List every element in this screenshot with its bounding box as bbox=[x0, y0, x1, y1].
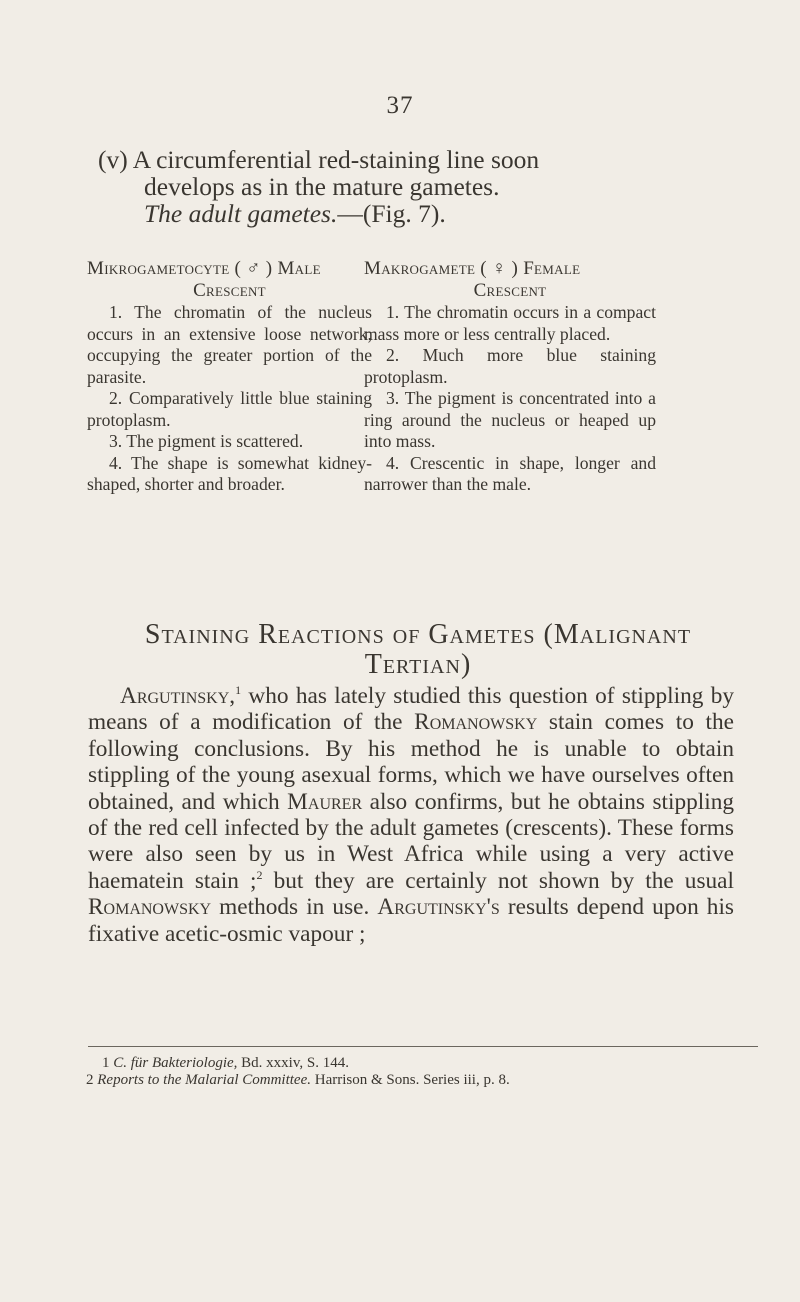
text-run: methods in use. bbox=[211, 894, 378, 921]
stain-name: Romanowsky bbox=[88, 894, 212, 921]
text-run: stain comes to the following conclusions. By his method he is unable to obtain stippling of the young asexual forms, which we have ourselves often obtained, and which bbox=[88, 709, 734, 815]
female-item-3: 3. The pigment is concentrated into a ring around the nucleus or heaped up into mass. bbox=[364, 388, 656, 451]
section-heading-line-1: Staining Reactions of Gametes (Malignant bbox=[144, 619, 692, 650]
footnote-divider bbox=[88, 1046, 758, 1047]
male-heading-line-2: Crescent bbox=[193, 280, 266, 301]
footnote-1-ref: Bd. xxxiv, S. 144. bbox=[237, 1055, 349, 1071]
footnote-2-ref: Harrison & Sons. Series iii, p. 8. bbox=[310, 1072, 510, 1088]
footnote-2-number: 2 bbox=[86, 1072, 94, 1088]
text-run: but they are certainly not shown by the usual bbox=[262, 867, 734, 894]
footnote-1 bbox=[80, 1055, 780, 1072]
female-heading-line-1: Makrogamete ( ♀ ) Female bbox=[364, 258, 581, 279]
text-run: also confirms, but he obtains stippling of the red cell infected by the adult gametes (crescents). These forms were also seen by us in West Africa while using a very active haematein stain ; bbox=[88, 788, 734, 894]
footnote-ref-1: 1 bbox=[235, 683, 242, 697]
footnote-1-journal: C. für Bakteriologie, bbox=[113, 1055, 238, 1071]
female-item-2: 2. Much more blue staining protoplasm. bbox=[364, 345, 656, 387]
male-item-2: 2. Comparatively little blue staining protoplasm. bbox=[87, 388, 372, 430]
footnotes bbox=[80, 1055, 780, 1089]
section-heading bbox=[88, 620, 748, 680]
footnote-1-number: 1 bbox=[102, 1055, 110, 1071]
female-item-1: 1. The chromatin occurs in a compact mass more or less centrally placed. bbox=[364, 302, 656, 344]
female-heading-line-2: Crescent bbox=[473, 280, 547, 301]
male-heading-line-1: Mikrogametocyte ( ♂ ) Male bbox=[87, 258, 321, 279]
author-name: Argutinsky, bbox=[120, 683, 236, 709]
intro-paragraph bbox=[98, 146, 708, 227]
text-run: who has lately studied this question of stippling by means of a modification of the bbox=[88, 683, 734, 736]
intro-line-1: (v) A circumferential red-staining line soon bbox=[98, 145, 540, 174]
intro-line-2: develops as in the mature gametes. bbox=[144, 172, 500, 201]
female-crescent-column bbox=[364, 258, 656, 496]
footnote-2-title: Reports to the Malarial Committee. bbox=[97, 1072, 311, 1088]
author-name: Maurer bbox=[287, 788, 363, 815]
text-run: results depend upon his fixative acetic-osmic vapour ; bbox=[88, 894, 734, 947]
male-crescent-column bbox=[87, 258, 372, 496]
intro-line-3 bbox=[98, 200, 708, 227]
male-item-4: 4. The shape is somewhat kidney-shaped, shorter and broader. bbox=[87, 452, 372, 494]
page-number: 37 bbox=[386, 92, 414, 119]
stain-name: Romanowsky bbox=[414, 709, 538, 736]
main-paragraph-text bbox=[88, 683, 734, 947]
female-item-4: 4. Crescentic in shape, longer and narrower than the male. bbox=[364, 452, 656, 494]
intro-italic-label: The adult gametes. bbox=[144, 199, 338, 228]
male-column-heading bbox=[87, 258, 372, 302]
male-item-3: 3. The pigment is scattered. bbox=[109, 431, 304, 451]
intro-figure-ref: —(Fig. 7). bbox=[337, 199, 446, 228]
main-paragraph bbox=[88, 683, 734, 947]
author-name: Argutinsky's bbox=[377, 894, 500, 921]
footnote-2 bbox=[80, 1072, 780, 1089]
female-column-heading bbox=[364, 258, 656, 302]
footnote-ref-2: 2 bbox=[256, 867, 263, 882]
section-heading-line-2: Tertian) bbox=[364, 649, 472, 680]
male-item-1: 1. The chromatin of the nucleus occurs in an extensive loose network, occupying the greater portion of the parasite. bbox=[87, 302, 372, 387]
